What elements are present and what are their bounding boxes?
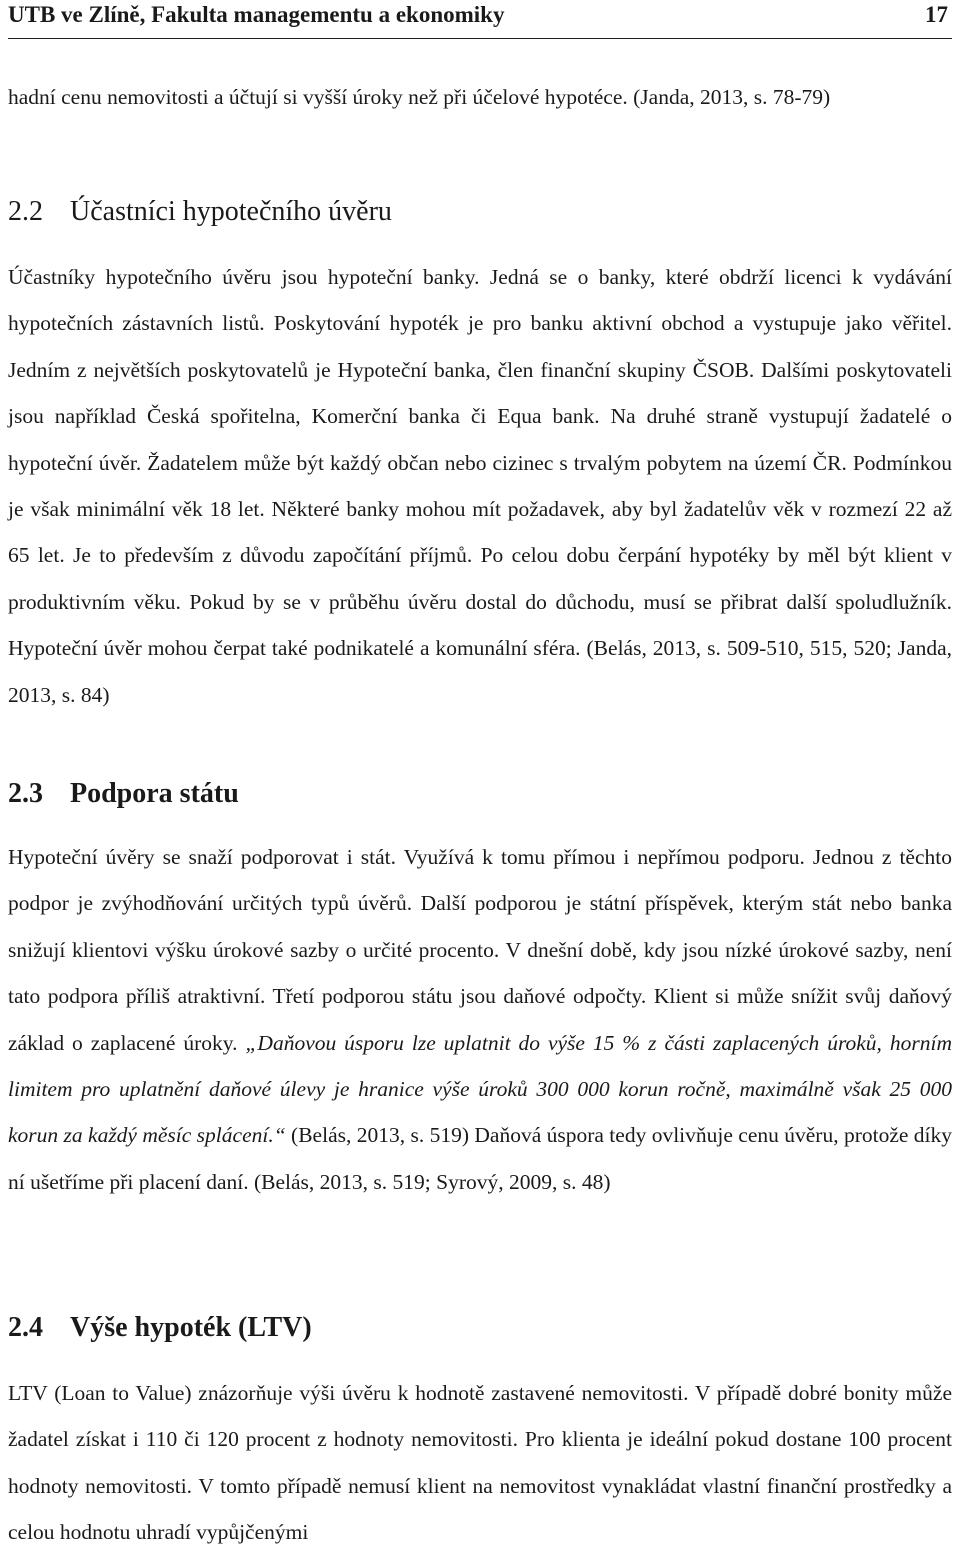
header-institution: UTB ve Zlíně, Fakulta managementu a ekonomiky (8, 2, 505, 27)
section-heading-2-4 (8, 1312, 312, 1344)
paragraph-text: Hypoteční úvěry se snaží podporovat i stát. Využívá k tomu přímou i nepřímou podporu. Jednou z těchto podpor je zvýhodňování určitých typů úvěrů. Další podporou je státní příspěvek, kterým stát nebo banka snižují klientovi výšku úrokové sazby o určité procento. V dnešní době, kdy jsou nízké úrokové sazby, není tato podpora příliš atraktivní. Třetí podporou státu jsou daňové odpočty. Klient si může snížit svůj daňový základ o zaplacené úroky. (8, 845, 952, 1055)
section-number: 2.3 (8, 778, 43, 809)
section-heading-2-2 (8, 196, 392, 228)
intro-paragraph: hadní cenu nemovitosti a účtují si vyšší úroky než při účelové hypotéce. (Janda, 2013, s. 78-79) (8, 85, 831, 109)
section-title: Účastníci hypotečního úvěru (70, 196, 392, 227)
citation-quote: „Daňovou úsporu lze uplatnit do výše 15 % z části zaplacených úroků, horním limitem pro uplatnění daňové úlevy je hranice výše úroků 300 000 korun ročně, maximálně však 25 000 korun za každý měsíc splácení.“ (8, 1030, 952, 1148)
page-number: 17 (925, 2, 948, 27)
paragraph-text: (Belás, 2013, s. 519) Daňová úspora tedy ovlivňuje cenu úvěru, protože díky ní ušetříme při placení daní. (Belás, 2013, s. 519; Syrový, 2009, s. 48) (8, 1123, 953, 1194)
section-2-2-paragraph: Účastníky hypotečního úvěru jsou hypoteční banky. Jedná se o banky, které obdrží licenci k vydávání hypotečních zástavních listů. Poskytování hypoték je pro banku aktivní obchod a vystupuje jako věřitel. Jedním z největších poskytovatelů je Hypoteční banka, člen finanční skupiny ČSOB. Dalšími poskytovateli jsou například Česká spořitelna, Komerční banka či Equa bank. Na druhé straně vystupují žadatelé o hypoteční úvěr. Žadatelem může být každý občan nebo cizinec s trvalým pobytem na území ČR. Podmínkou je však minimální věk 18 let. Některé banky mohou mít požadavek, aby byl žadatelův věk v rozmezí 22 až 65 let. Je to především z důvodu započítání příjmů. Po celou dobu čerpání hypotéky by měl být klient v produktivním věku. Pokud by se v průběhu úvěru dostal do důchodu, musí se přibrat další spoludlužník. Hypoteční úvěr mohou čerpat také podnikatelé a komunální sféra. (Belás, 2013, s. 509-510, 515, 520; Janda, 2013, s. 84) (8, 265, 952, 707)
section-heading-2-3 (8, 778, 239, 810)
section-2-3-paragraph (8, 834, 952, 1205)
section-title: Podpora státu (70, 778, 239, 809)
section-2-4-paragraph: LTV (Loan to Value) znázorňuje výši úvěru k hodnotě zastavené nemovitosti. V případě dobré bonity může žadatel získat i 110 či 120 procent z hodnoty nemovitosti. Pro klienta je ideální pokud dostane 100 procent hodnoty nemovitosti. V tomto případě nemusí klient na nemovitost vynakládat vlastní finanční prostředky a celou hodnotu uhradí vypůjčenými (8, 1381, 952, 1545)
section-number: 2.4 (8, 1312, 43, 1343)
section-title: Výše hypoték (LTV) (70, 1312, 312, 1343)
section-number: 2.2 (8, 196, 43, 227)
page-header (8, 0, 952, 39)
